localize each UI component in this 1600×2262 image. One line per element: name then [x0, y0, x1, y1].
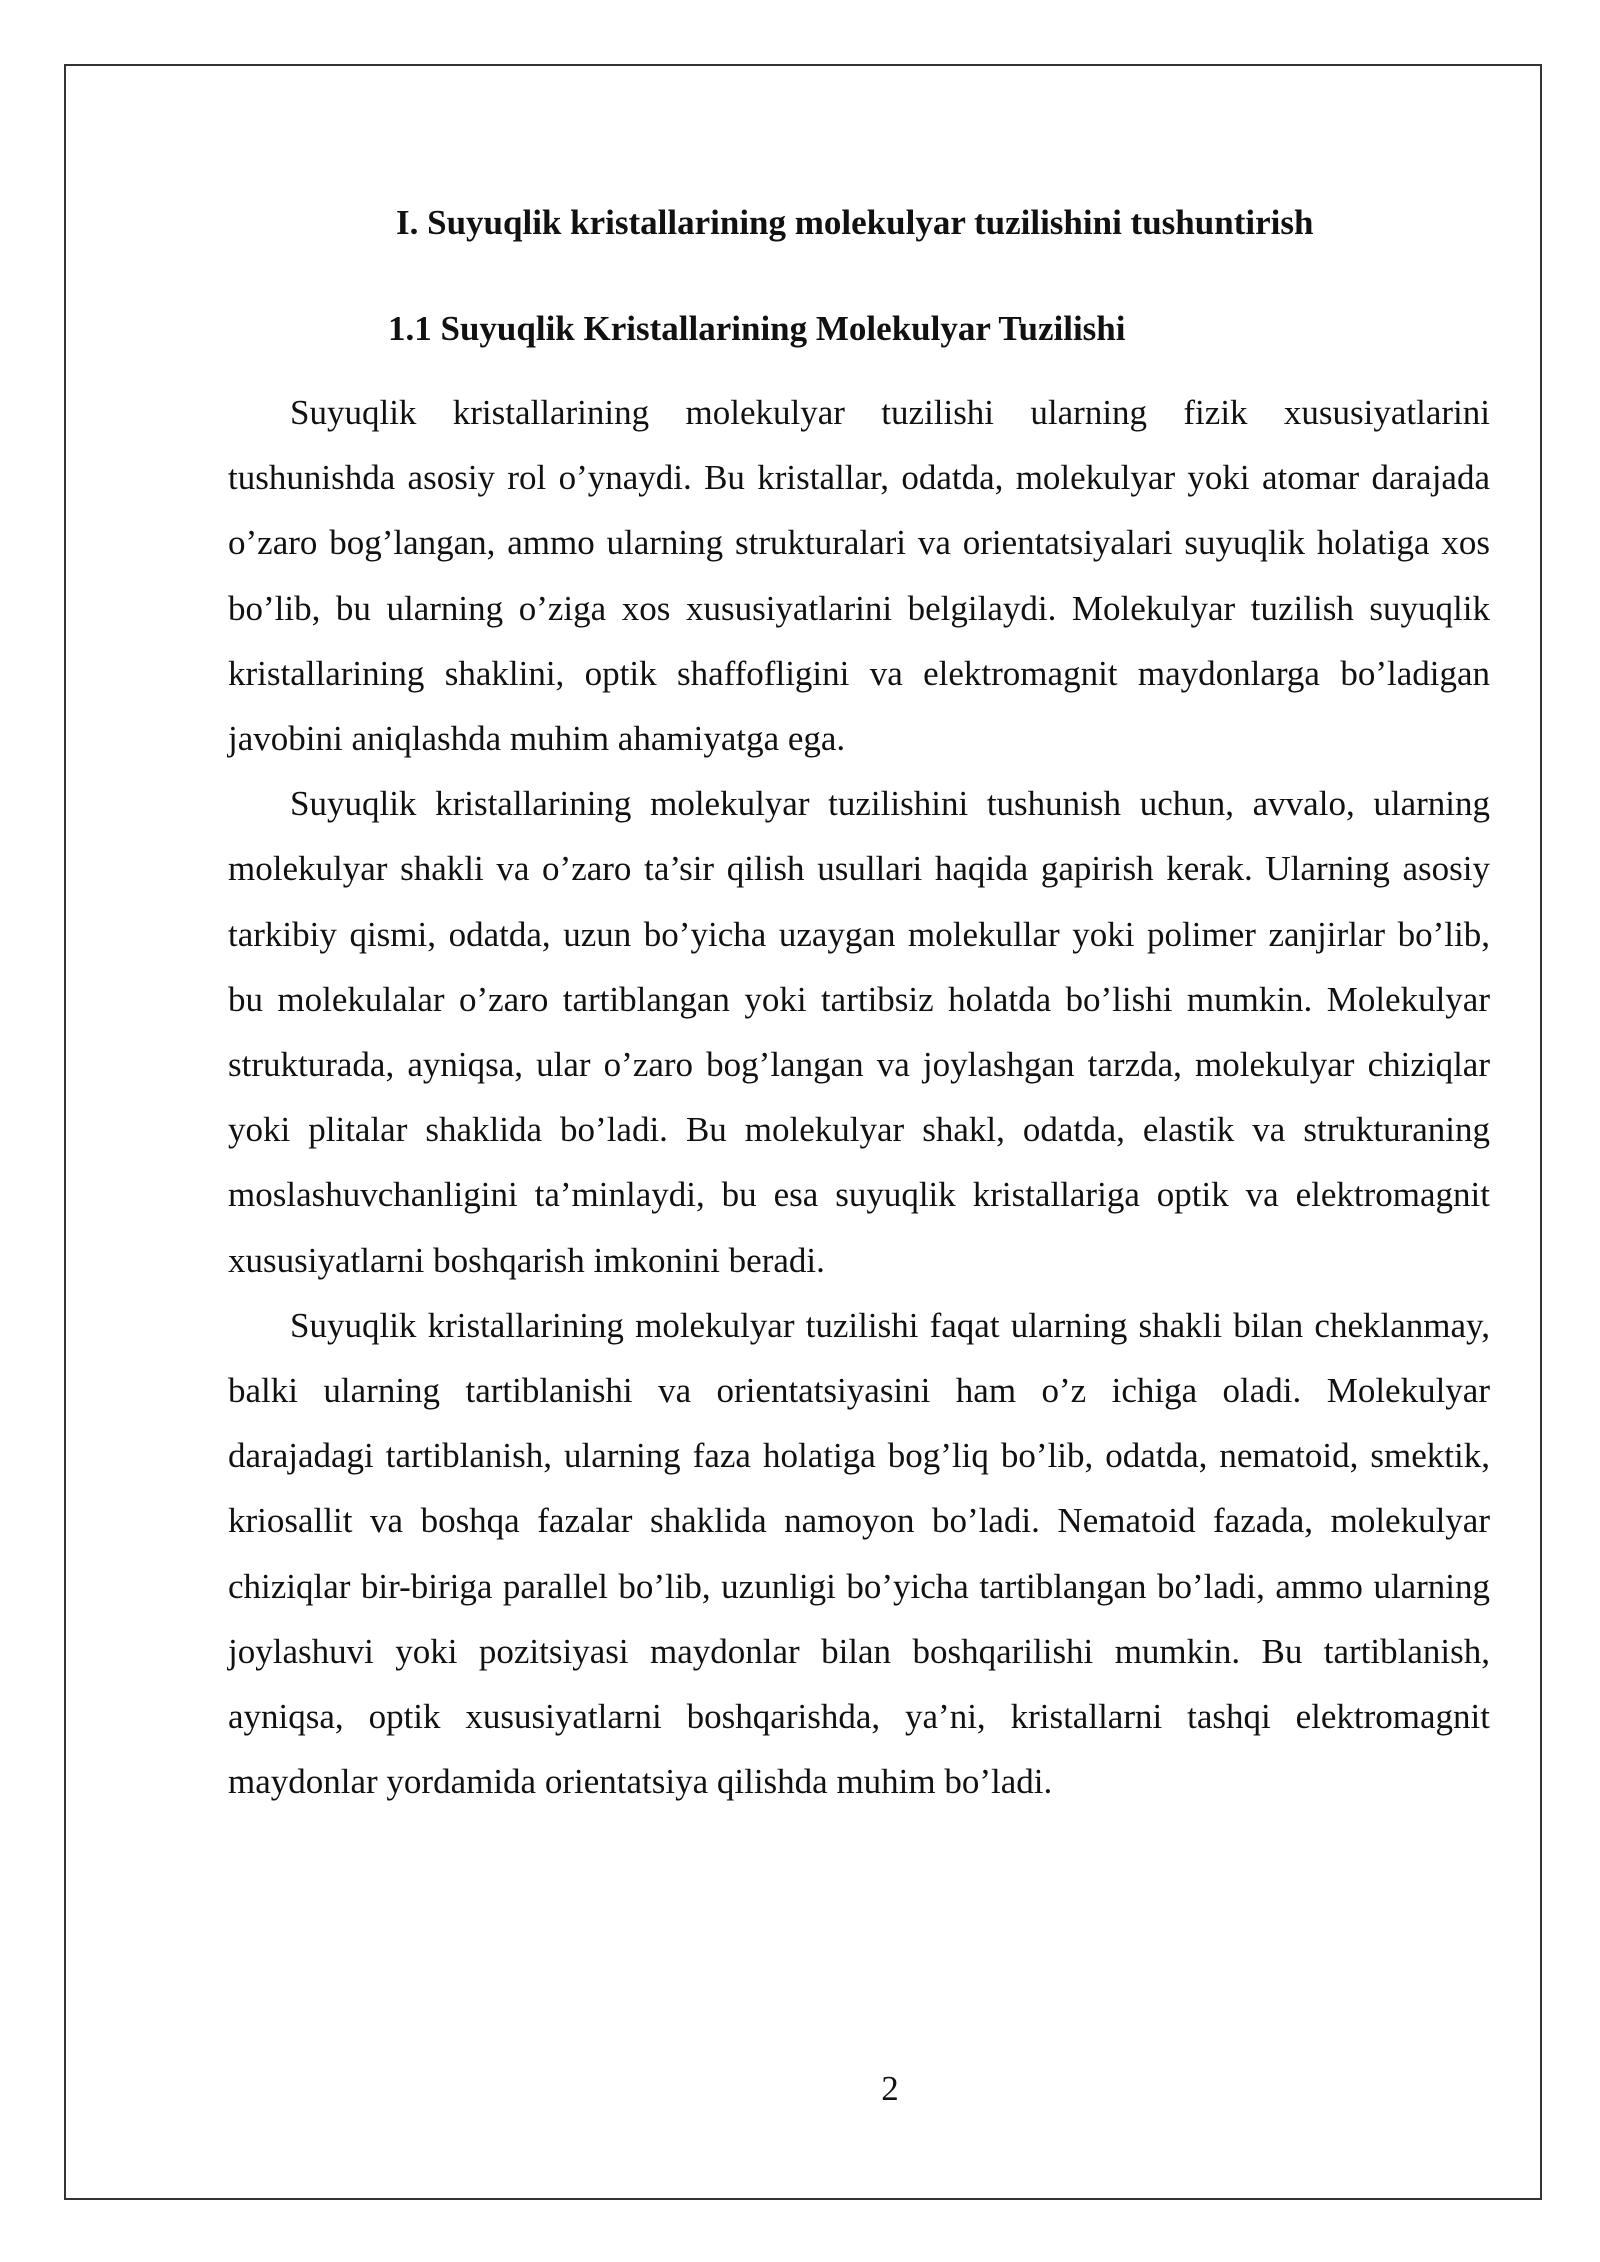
- paragraph-2: Suyuqlik kristallarining molekulyar tuzilishini tushunish uchun, avvalo, ularning molekulyar shakli va o’zaro ta’sir qilish usullari haqida gapirish kerak. Ularning asosiy tarkibiy qismi, odatda, uzun bo’yicha uzaygan molekullar yoki polimer zanjirlar bo’lib, bu molekulalar o’zaro tartiblangan yoki tartibsiz holatda bo’lishi mumkin. Molekulyar strukturada, ayniqsa, ular o’zaro bog’langan va joylashgan tarzda, molekulyar chiziqlar yoki plitalar shaklida bo’ladi. Bu molekulyar shakl, odatda, elastik va strukturaning moslashuvchanligini ta’minlaydi, bu esa suyuqlik kristallariga optik va elektromagnit xususiyatlarni boshqarish imkonini beradi.: [228, 784, 1490, 1280]
- section-heading: 1.1 Suyuqlik Kristallarining Molekulyar Tuzilishi: [388, 309, 1126, 348]
- chapter-heading: I. Suyuqlik kristallarining molekulyar tuzilishini tushuntirish: [396, 203, 1314, 242]
- paragraph-1: Suyuqlik kristallarining molekulyar tuzilishi ularning fizik xususiyatlarini tushunishda asosiy rol o’ynaydi. Bu kristallar, odatda, molekulyar yoki atomar darajada o’zaro bog’langan, ammo ularning strukturalari va orientatsiyalari suyuqlik holatiga xos bo’lib, bu ularning o’ziga xos xususiyatlarini belgilaydi. Molekulyar tuzilish suyuqlik kristallarining shaklini, optik shaffofligini va elektromagnit maydonlarga bo’ladigan javobini aniqlashda muhim ahamiyatga ega.: [228, 393, 1490, 759]
- page-content: [228, 196, 1490, 1814]
- page-number: 2: [881, 2069, 899, 2108]
- paragraph-3: Suyuqlik kristallarining molekulyar tuzilishi faqat ularning shakli bilan cheklanmay, balki ularning tartiblanishi va orientatsiyasini ham o’z ichiga oladi. Molekulyar darajadagi tartiblanish, ularning faza holatiga bog’liq bo’lib, odatda, nematoid, smektik, kriosallit va boshqa fazalar shaklida namoyon bo’ladi. Nematoid fazada, molekulyar chiziqlar bir-biriga parallel bo’lib, uzunligi bo’yicha tartiblangan bo’ladi, ammo ularning joylashuvi yoki pozitsiyasi maydonlar bilan boshqarilishi mumkin. Bu tartiblanish, ayniqsa, optik xususiyatlarni boshqarishda, ya’ni, kristallarni tashqi elektromagnit maydonlar yordamida orientatsiya qilishda muhim bo’ladi.: [228, 1305, 1490, 1802]
